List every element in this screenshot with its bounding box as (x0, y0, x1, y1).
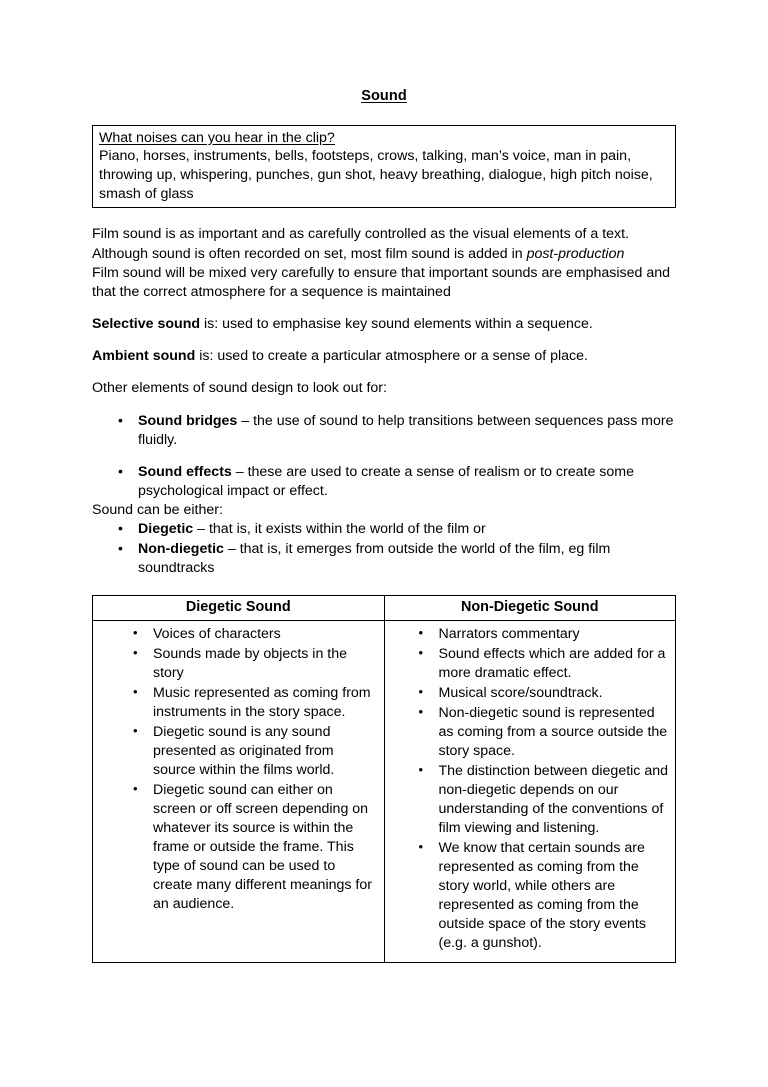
table-header (93, 595, 676, 620)
ambient-sound-term: Ambient sound (92, 348, 196, 365)
list-item: • Non-diegetic sound is represented as coming from a source outside the story space. (389, 704, 670, 761)
diegetic-comparison-table (92, 595, 676, 963)
column-header-diegetic: Diegetic Sound (93, 595, 385, 620)
sound-types-lead-in: Sound can be either: (92, 502, 223, 519)
table-row (93, 620, 676, 963)
list-item (92, 463, 676, 501)
selective-sound-definition: is: used to emphasise key sound elements within a sequence. (200, 316, 593, 333)
list-item: • We know that certain sounds are represented as coming from the story world, while others are represented as coming from the outside space of the story events (e.g. a gunshot). (389, 839, 670, 953)
post-production-italic: post-production (526, 245, 625, 262)
list-item: • Voices of characters (97, 625, 378, 644)
selective-sound-term: Selective sound (92, 316, 201, 333)
list-item: • Musical score/soundtrack. (389, 684, 670, 703)
design-elements-list (92, 412, 676, 502)
list-item: • Sounds made by objects in the story (97, 645, 378, 683)
non-diegetic-definition: – that is, it emerges from outside the world of the film, eg film soundtracks (138, 540, 611, 576)
other-elements-lead-in: Other elements of sound design to look out for: (92, 380, 387, 397)
list-item: • Diegetic sound is any sound presented as originated from source within the films world. (97, 723, 378, 780)
sound-effects-definition: – these are used to create a sense of realism or to create some psychological impact or effect. (138, 463, 635, 500)
list-item: • Narrators commentary (389, 625, 670, 644)
intro-answer-text: Piano, horses, instruments, bells, footsteps, crows, talking, man’s voice, man in pain, throwing up, whispering, punches, gun shot, heavy breathing, dialogue, high pitch noise, smash of glass (99, 148, 653, 202)
paragraph-selective-sound (92, 315, 676, 334)
diegetic-term: Diegetic (138, 521, 194, 538)
ambient-sound-definition: is: used to create a particular atmosphere or a sense of place. (195, 348, 588, 365)
table-header-row (93, 595, 676, 620)
non-diegetic-items-list (389, 625, 670, 954)
cell-non-diegetic-sound (384, 620, 676, 963)
sound-effects-term: Sound effects (138, 463, 232, 480)
list-item (92, 412, 676, 450)
sound-bridges-term: Sound bridges (138, 412, 238, 429)
table-body (93, 620, 676, 963)
non-diegetic-term: Non-diegetic (138, 540, 224, 557)
diegetic-definition: – that is, it exists within the world of the film or (193, 521, 486, 538)
paragraph-film-sound-importance (92, 225, 676, 263)
cell-diegetic-sound (93, 620, 385, 963)
paragraph-1-lead: Film sound is as important and as carefully controlled as the visual elements of a text. Although sound is often recorded on set, most film sound is added in (92, 226, 630, 262)
intro-question-text: What noises can you hear in the clip? (99, 129, 335, 146)
list-item (92, 540, 676, 578)
page-title: Sound (361, 88, 407, 104)
intro-question-box (92, 125, 676, 209)
document-content (92, 88, 676, 963)
list-item: • Sound effects which are added for a more dramatic effect. (389, 645, 670, 683)
sound-bridges-definition: – the use of sound to help transitions between sequences pass more fluidly. (138, 412, 674, 448)
list-item (92, 520, 676, 539)
list-item: • The distinction between diegetic and non-diegetic depends on our understanding of the conventions of film viewing and listening. (389, 762, 670, 838)
column-header-non-diegetic: Non-Diegetic Sound (384, 595, 676, 620)
sound-types-list (92, 520, 676, 578)
paragraph-film-sound-mixing: Film sound will be mixed very carefully to ensure that important sounds are emphasised and that the correct atmosphere for a sequence is maintained (92, 264, 671, 300)
diegetic-items-list (97, 625, 378, 914)
paragraph-ambient-sound (92, 347, 676, 366)
list-item: • Diegetic sound can either on screen or off screen depending on whatever its source is within the frame or outside the frame. This type of sound can be used to create many different meanings for an audience. (97, 781, 378, 914)
list-item: • Music represented as coming from instruments in the story space. (97, 684, 378, 722)
